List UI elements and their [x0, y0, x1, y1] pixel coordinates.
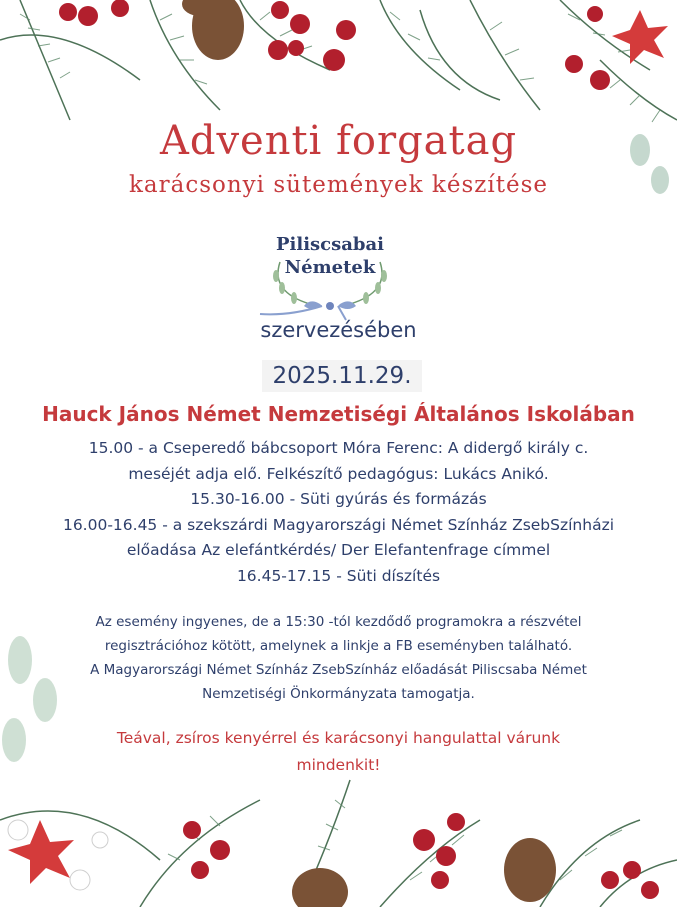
schedule-line: 15.30-16.00 - Süti gyúrás és formázás — [190, 490, 487, 508]
closing-message — [0, 725, 677, 779]
event-title: Adventi forgatag — [159, 118, 518, 164]
closing-line: Teával, zsíros kenyérrel és karácsonyi hangulattal várunk — [116, 729, 561, 747]
event-date: 2025.11.29. — [262, 360, 422, 392]
schedule-line: meséjét adja elő. Felkészítő pedagógus: Lukács Anikó. — [128, 464, 549, 483]
schedule-line: 16.45-17.15 - Süti díszítés — [236, 566, 441, 585]
note-line: Nemzetiségi Önkormányzata tamogatja. — [202, 686, 475, 702]
note-line: regisztrációhoz kötött, amelynek a linkje a FB eseményben található. — [104, 638, 573, 654]
logo-line-1: Piliscsabai — [275, 234, 385, 255]
wreath-bow-icon — [250, 232, 410, 322]
note-line: Az esemény ingyenes, de a 15:30 -tól kezdődő programokra a részvétel — [95, 614, 582, 630]
note-line: A Magyarországi Német Színház ZsebSzínház előadását Piliscsaba Német — [90, 662, 587, 678]
event-subtitle: karácsonyi sütemények készítése — [128, 172, 548, 198]
schedule-line: 15.00 - a Cseperedő bábcsoport Móra Ferenc: A didergő király c. — [88, 439, 589, 457]
venue: Hauck János Német Nemzetiségi Általános Iskolában — [42, 402, 635, 426]
organizer-label: szervezésében — [260, 318, 417, 342]
schedule-line: 16.00-16.45 - a szekszárdi Magyarországi Német Színház ZsebSzínházi — [62, 515, 615, 534]
organizer-logo — [250, 232, 410, 322]
closing-line: mindenkit! — [296, 756, 381, 774]
logo-line-2: Németek — [284, 257, 376, 278]
event-notes — [0, 610, 677, 706]
schedule-line: előadása Az elefántkérdés/ Der Elefantenfrage címmel — [126, 541, 551, 559]
schedule-list — [0, 436, 677, 589]
